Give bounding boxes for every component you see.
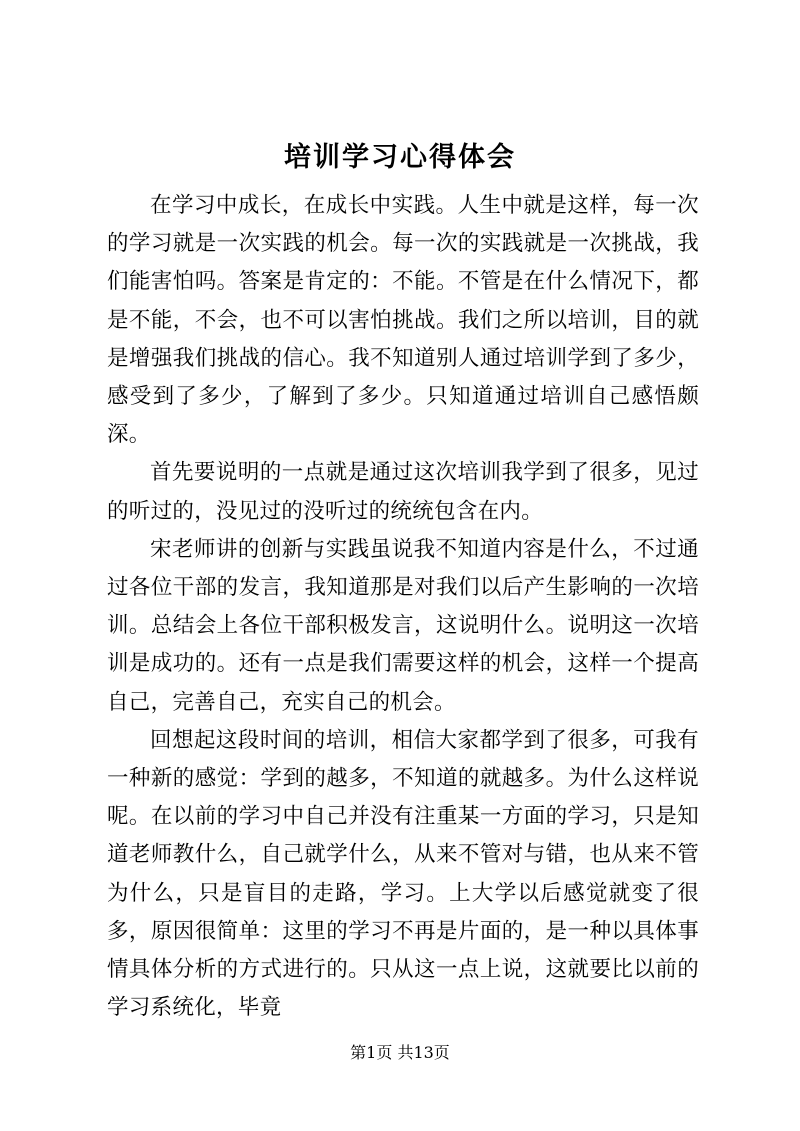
document-body: [107, 187, 699, 1027]
paragraph-1: 在学习中成长，在成长中实践。人生中就是这样，每一次的学习就是一次实践的机会。每一次的实践就是一次挑战，我们能害怕吗。答案是肯定的：不能。不管是在什么情况下，都是不能，不会，也不可以害怕挑战。我们之所以培训，目的就是增强我们挑战的信心。我不知道别人通过培训学到了多少，感受到了多少，了解到了多少。只知道通过培训自己感悟颇深。: [107, 193, 699, 448]
paragraph-2: 首先要说明的一点就是通过这次培训我学到了很多，见过的听过的，没见过的没听过的统统包含在内。: [107, 460, 699, 524]
paragraph-4: 回想起这段时间的培训，相信大家都学到了很多，可我有一种新的感觉：学到的越多，不知道的就越多。为什么这样说呢。在以前的学习中自己并没有注重某一方面的学习，只是知道老师教什么，自己就学什么，从来不管对与错，也从来不管为什么，只是盲目的走路，学习。上大学以后感觉就变了很多，原因很简单：这里的学习不再是片面的，是一种以具体事情具体分析的方式进行的。只从这一点上说，这就要比以前的学习系统化，毕竟: [107, 727, 699, 1021]
document-title: 培训学习心得体会: [284, 142, 516, 173]
paragraph-3: 宋老师讲的创新与实践虽说我不知道内容是什么，不过通过各位干部的发言，我知道那是对我们以后产生影响的一次培训。总结会上各位干部积极发言，这说明什么。说明这一次培训是成功的。还有一点是我们需要这样的机会，这样一个提高自己，完善自己，充实自己的机会。: [107, 536, 699, 715]
page-number-footer: 第1页 共13页: [350, 1043, 450, 1062]
